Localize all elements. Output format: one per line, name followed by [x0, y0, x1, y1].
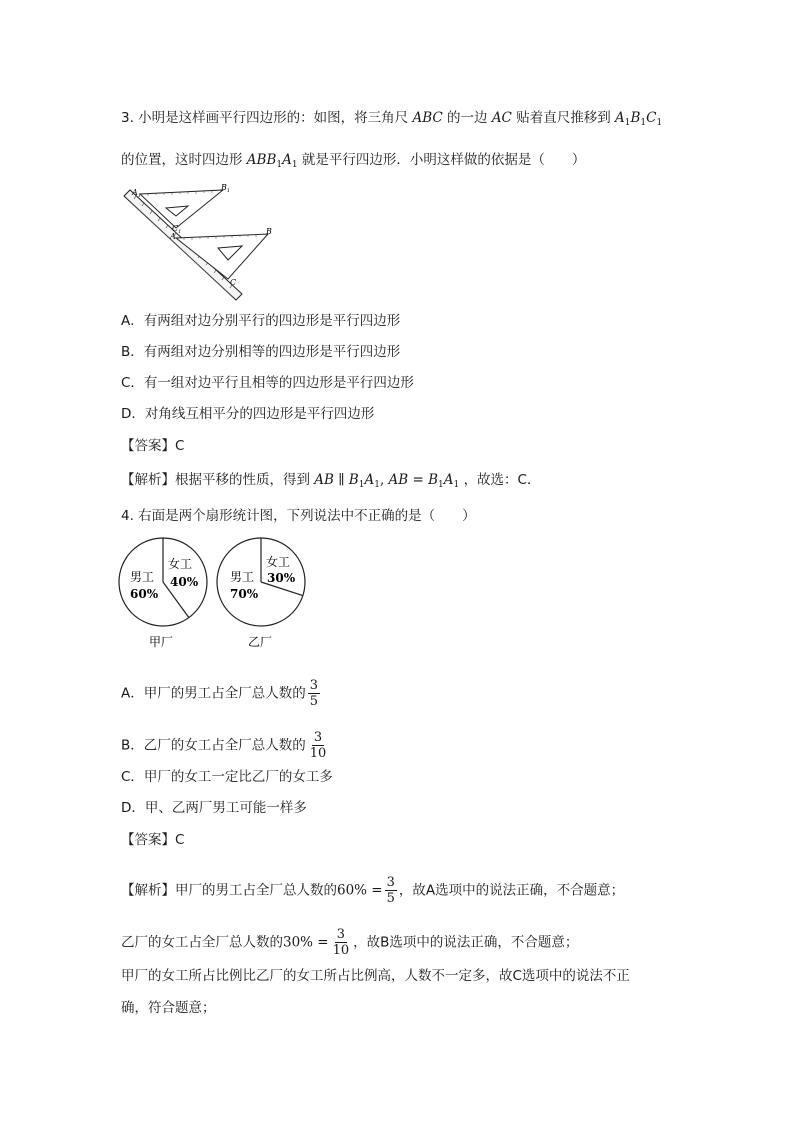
q3-option-c: C．有一组对边平行且相等的四边形是平行四边形 — [121, 375, 414, 391]
q3-stem-text: 的一边 — [447, 110, 488, 126]
q4-analysis-line1 — [121, 875, 624, 906]
fraction-3-10 — [308, 730, 329, 761]
triangle-a1b1c1: $A_1B_1C_1$ — [615, 110, 663, 128]
analysis-text: 【解析】甲厂的男工占全厂总人数的 — [121, 882, 337, 899]
analysis-text: 乙厂的女工占全厂总人数的 — [121, 934, 283, 951]
triangle-abc: ABC — [412, 110, 443, 126]
q3-stem-text: 3. 小明是这样画平行四边形的：如图，将三角尺 — [121, 110, 409, 126]
slice-label-male: 男工 — [130, 570, 155, 584]
parallel-relation: AB ∥ $B_1A_1$, AB = $B_1A_1$ — [314, 472, 460, 490]
pie-chart-jia — [119, 538, 207, 649]
analysis-text: ，故B选项中的说法正确，不合题意； — [353, 934, 579, 951]
label-c: C — [230, 278, 237, 287]
numerator: 3 — [336, 927, 346, 942]
label-c1: $C_1$ — [172, 224, 182, 235]
option-text: A．甲厂的男工占全厂总人数的 — [121, 685, 306, 702]
analysis-text: 【解析】根据平移的性质，得到 — [121, 472, 310, 488]
fraction-3-10 — [331, 927, 352, 958]
slice-label-male: 男工 — [230, 570, 255, 584]
denominator: 5 — [386, 891, 395, 906]
subscript: 1 — [276, 160, 283, 170]
q3-stem-text: 贴着直尺推移到 — [516, 110, 611, 126]
subscript: 1 — [291, 160, 298, 170]
label-b: B — [266, 227, 272, 236]
slice-label-female: 女工 — [266, 555, 291, 569]
q4-option-c: C．甲厂的女工一定比乙厂的女工多 — [121, 769, 333, 785]
side-ac: AC — [491, 110, 512, 126]
q4-stem: 4. 右面是两个扇形统计图，下列说法中不正确的是（ ） — [121, 508, 476, 524]
pie-chart-yi — [217, 538, 305, 649]
q3-stem-text: 的位置，这时四边形 — [121, 152, 243, 168]
q4-pie-charts — [118, 536, 318, 656]
q3-analysis — [121, 470, 541, 495]
slice-label-female: 女工 — [168, 557, 193, 571]
subscript: 1 — [640, 118, 647, 128]
label-a: A — [170, 232, 176, 241]
q4-option-a — [121, 678, 322, 709]
denominator: 10 — [309, 746, 327, 761]
q3-stem-line2 — [121, 150, 585, 175]
slice-value-female: 40% — [170, 575, 199, 589]
slice-value-male: 60% — [130, 587, 159, 601]
subscript: 1 — [624, 118, 631, 128]
q3-option-b: B．有两组对边分别相等的四边形是平行四边形 — [121, 344, 401, 360]
q4-analysis-line3: 甲厂的女工所占比例比乙厂的女工所占比例高，人数不一定多，故C选项中的说法不正 — [121, 968, 630, 984]
q4-analysis-line4: 确，符合题意； — [121, 1000, 216, 1016]
q3-answer: 【答案】C — [121, 438, 185, 454]
slice-value-male: 70% — [230, 587, 259, 601]
fraction-3-5 — [385, 875, 397, 906]
q3-ruler-triangle-figure — [118, 184, 278, 304]
q3-option-a: A．有两组对边分别平行的四边形是平行四边形 — [121, 313, 401, 329]
q4-analysis-line2 — [121, 927, 578, 958]
label-b1: $B_1$ — [221, 184, 231, 194]
analysis-text: ，故A选项中的说法正确，不合题意； — [398, 882, 625, 899]
percent-expr: 30% = — [283, 934, 329, 951]
numerator: 3 — [313, 730, 323, 745]
fraction-3-5 — [308, 678, 320, 709]
subscript: 1 — [656, 118, 663, 128]
numerator: 3 — [309, 678, 319, 693]
q4-answer: 【答案】C — [121, 832, 185, 848]
analysis-text: ，故选：C． — [463, 472, 541, 488]
q3-stem-line1 — [121, 108, 662, 133]
label-a1: $A_1$ — [132, 188, 141, 199]
numerator: 3 — [386, 875, 395, 890]
q4-option-d: D．甲、乙两厂男工可能一样多 — [121, 800, 307, 816]
q4-option-b — [121, 730, 330, 761]
percent-expr: 60% = — [337, 882, 383, 899]
chart-name-jia: 甲厂 — [149, 635, 174, 649]
q3-option-d: D．对角线互相平分的四边形是平行四边形 — [121, 406, 375, 422]
option-text: B．乙厂的女工占全厂总人数的 — [121, 737, 306, 754]
q3-stem-text: 就是平行四边形．小明这样做的依据是（ ） — [301, 152, 586, 168]
denominator: 10 — [332, 943, 350, 958]
denominator: 5 — [309, 694, 319, 709]
chart-name-yi: 乙厂 — [248, 635, 273, 649]
slice-value-female: 30% — [267, 571, 296, 585]
quadrilateral-abb1a1: $ABB_1A_1$ — [246, 152, 298, 170]
